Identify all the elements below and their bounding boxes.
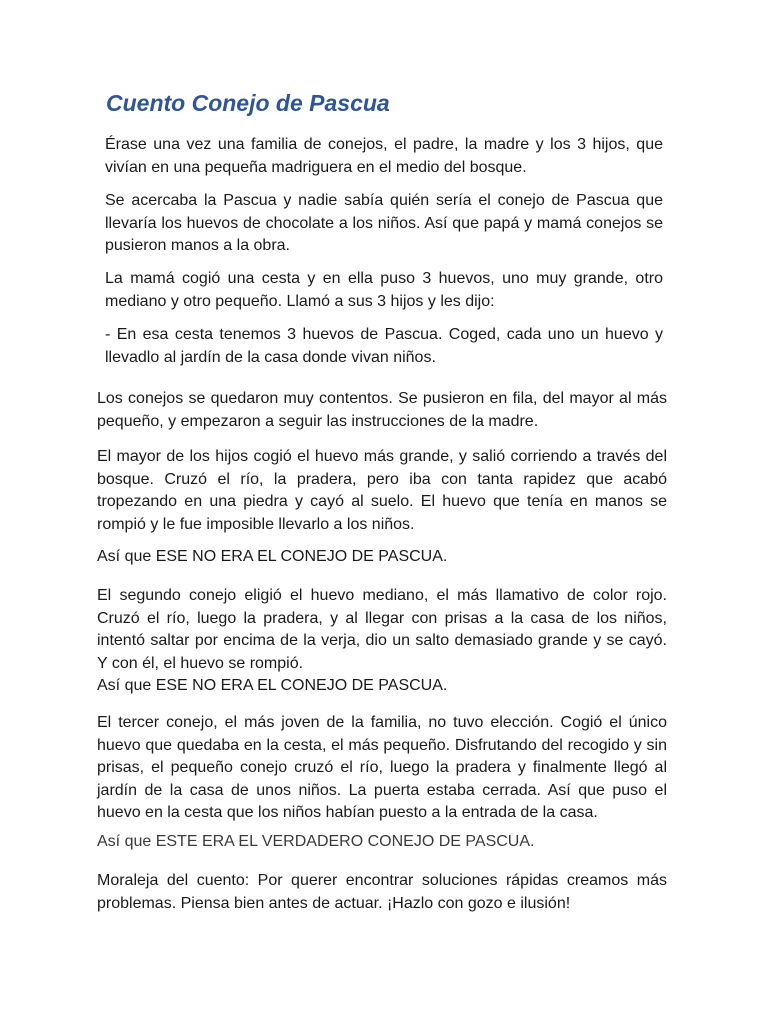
page-title: Cuento Conejo de Pascua — [106, 90, 390, 116]
paragraph-11-conclusion: Así que ESTE ERA EL VERDADERO CONEJO DE PASCUA. — [97, 833, 535, 850]
paragraph-12-moral: Moraleja del cuento: Por querer encontrar soluciones rápidas creamos más problemas. Piensa bien antes de actuar. ¡Hazlo con gozo e ilusión! — [97, 872, 667, 912]
paragraph-9-conclusion: Así que ESE NO ERA EL CONEJO DE PASCUA. — [97, 677, 448, 694]
paragraph-10: El tercer conejo, el más joven de la familia, no tuvo elección. Cogió el único huevo que quedaba en la cesta, el más pequeño. Disfrutando del recogido y sin prisas, el pequeño conejo cruzó el río, luego la pradera y finalmente llegó al jardín de la casa de unos niños. La puerta estaba cerrada. Así que puso el huevo en la cesta que los niños habían puesto a la entrada de la casa. — [97, 714, 667, 821]
paragraph-1: Érase una vez una familia de conejos, el padre, la madre y los 3 hijos, que vivían en una pequeña madriguera en el medio del bosque. — [105, 136, 663, 176]
paragraph-8: El segundo conejo eligió el huevo mediano, el más llamativo de color rojo. Cruzó el río, luego la pradera, y al llegar con prisas a la casa de los niños, intentó saltar por encima de la verja, dio un salto demasiado grande y se cayó. Y con él, el huevo se rompió. — [97, 587, 667, 672]
paragraph-7-conclusion: Así que ESE NO ERA EL CONEJO DE PASCUA. — [97, 548, 448, 565]
paragraph-6: El mayor de los hijos cogió el huevo más grande, y salió corriendo a través del bosque. Cruzó el río, la pradera, pero iba con tanta rapidez que acabó tropezando en una piedra y cayó al suelo. El huevo que tenía en manos se rompió y le fue imposible llevarlo a los niños. — [97, 448, 667, 533]
paragraph-5: Los conejos se quedaron muy contentos. Se pusieron en fila, del mayor al más pequeño, y empezaron a seguir las instrucciones de la madre. — [97, 390, 667, 430]
paragraph-2: Se acercaba la Pascua y nadie sabía quién sería el conejo de Pascua que llevaría los huevos de chocolate a los niños. Así que papá y mamá conejos se pusieron manos a la obra. — [105, 192, 663, 254]
paragraph-3: La mamá cogió una cesta y en ella puso 3 huevos, uno muy grande, otro mediano y otro pequeño. Llamó a sus 3 hijos y les dijo: — [105, 270, 663, 310]
paragraph-4-dialogue: - En esa cesta tenemos 3 huevos de Pascua. Coged, cada uno un huevo y llevadlo al jardín de la casa donde vivan niños. — [105, 326, 663, 366]
